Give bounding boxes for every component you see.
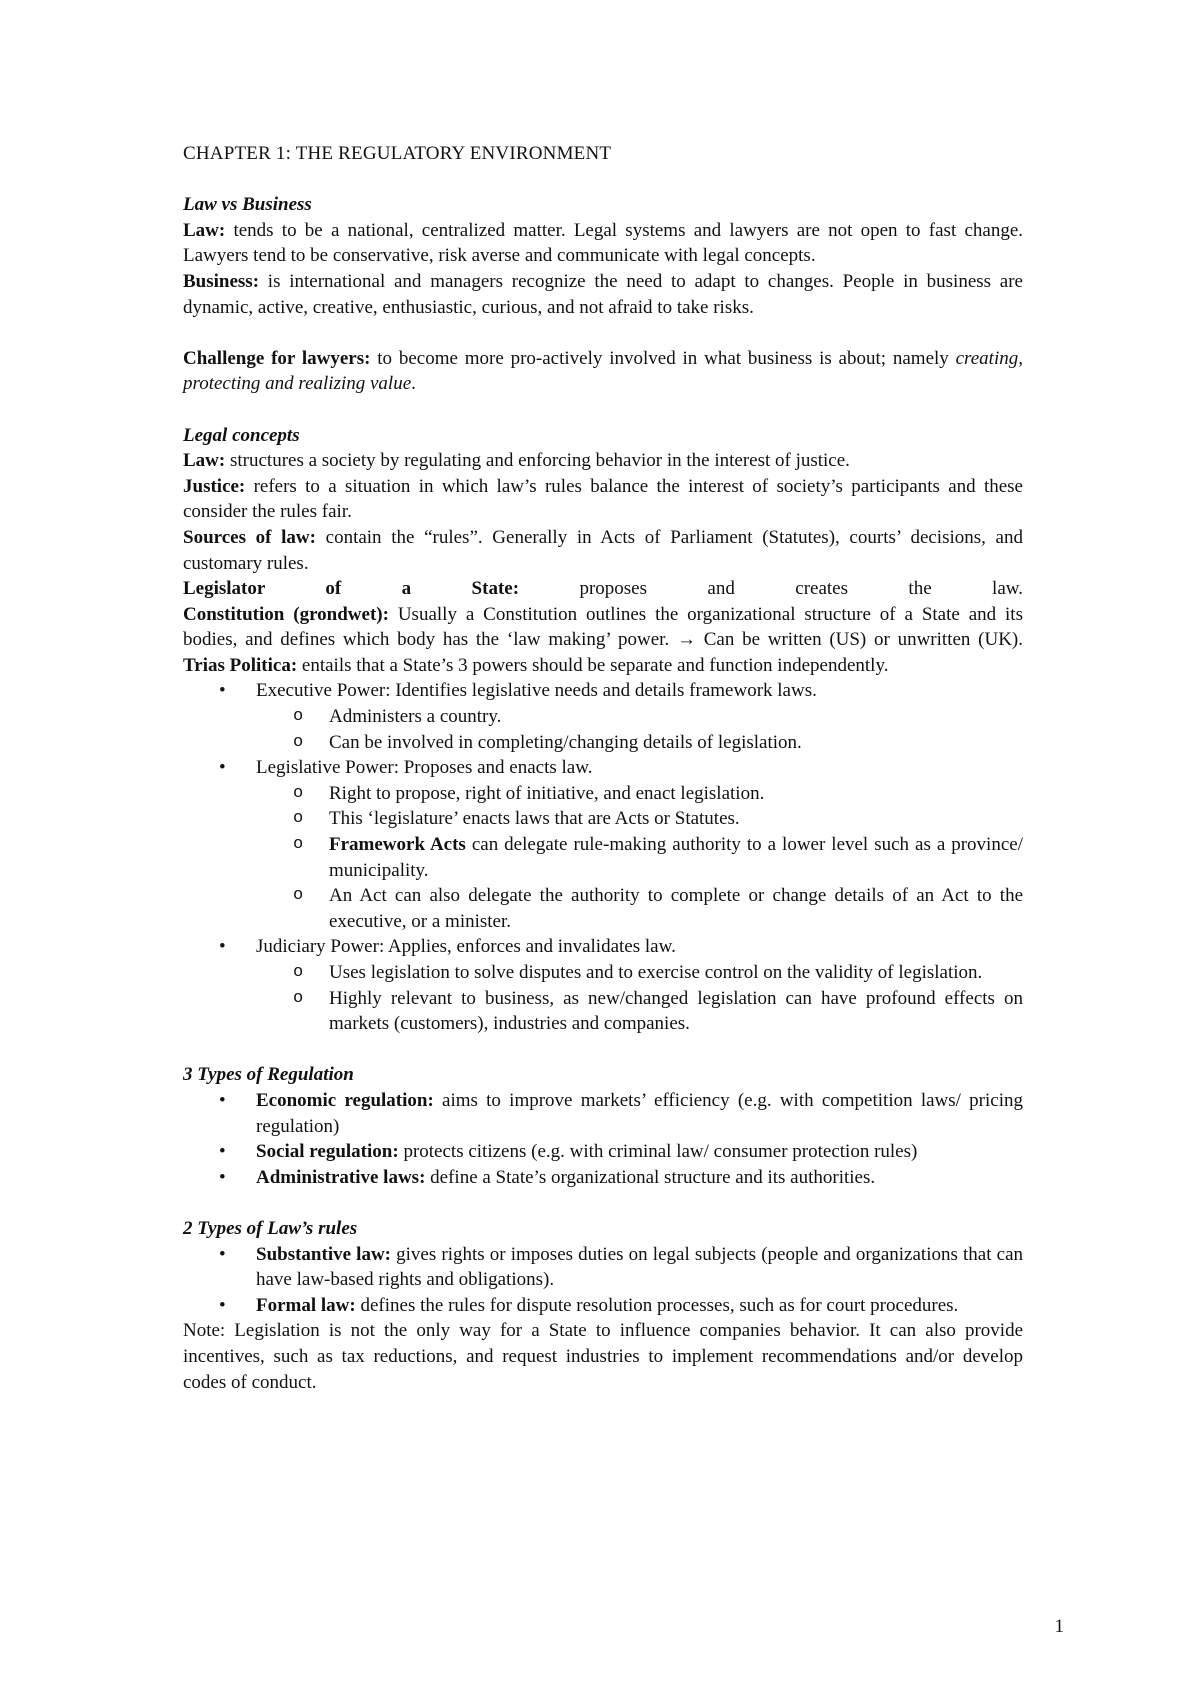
bullet-icon: • — [219, 1166, 226, 1188]
term-framework-acts: Framework Acts — [329, 834, 466, 856]
arrow-icon: → — [676, 629, 696, 651]
list-item-legislative: • Legislative Power: Proposes and enacts law. o Right to propose, right of initiative, and enact legislation. o This ‘legislature’ enacts laws that are Acts or Statutes. o Framework Acts can delegate rule-making authority to a lower level such as a province/ municipality. o An Act can also delegate the authority to complete or change details of an Act to the executive, or a minister. — [183, 755, 1023, 934]
heading-law-vs-business: Law vs Business — [183, 194, 312, 216]
term-challenge: Challenge for lawyers: — [183, 347, 371, 369]
document-page — [183, 141, 1023, 1395]
definition-business: is international and managers recognize the need to adapt to changes. People in business are dynamic, active, creative, enthusiastic, curious, and not afraid to take risks. — [183, 270, 1023, 318]
challenge-text: to become more pro-actively involved in what business is about; namely — [370, 347, 956, 369]
paragraph-legislator: Legislator of a State: proposes and creates the law. — [183, 578, 1023, 600]
bullet-icon: • — [219, 680, 226, 702]
sub-bullet-icon: o — [293, 783, 304, 803]
term-justice: Justice: — [183, 475, 246, 497]
paragraph-justice: Justice: refers to a situation in which law’s rules balance the interest of society’s participants and these consider the rules fair. — [183, 475, 1023, 523]
list-item: o This ‘legislature’ enacts laws that are Acts or Statutes. — [183, 806, 1023, 832]
challenge-italic: creating, protecting and realizing value — [183, 347, 1023, 395]
list-item: • Substantive law: gives rights or imposes duties on legal subjects (people and organizations that can have law-based rights and obligations). — [219, 1243, 1023, 1291]
sub-bullet-icon: o — [293, 732, 304, 752]
paragraph-constitution: Constitution (grondwet): Usually a Constitution outlines the organizational structure of a State and its bodies, and defines which body has the ‘law making’ power. → Can be written (US) or unwritten (UK). — [183, 603, 1023, 651]
bullet-icon: • — [219, 1089, 226, 1111]
paragraph-law — [183, 218, 1023, 269]
heading-types-of-law-rules: 2 Types of Law’s rules — [183, 1217, 358, 1239]
powers-list — [183, 678, 1023, 1036]
definition-law: tends to be a national, centralized matter. Legal systems and lawyers are not open to fast change. Lawyers tend to be conservative, risk averse and communicate with legal concepts. — [183, 219, 1023, 267]
paragraph-law-definition: Law: structures a society by regulating and enforcing behavior in the interest of justice. — [183, 450, 850, 472]
term-legislator: Legislator of a State: — [183, 578, 520, 600]
sub-bullet-icon: o — [293, 809, 304, 829]
bullet-icon: • — [219, 936, 226, 958]
sub-bullet-icon: o — [293, 835, 304, 855]
sub-bullet-icon: o — [293, 886, 304, 906]
term-trias-politica: Trias Politica: — [183, 654, 298, 676]
sub-bullet-icon: o — [293, 963, 304, 982]
list-item: o Right to propose, right of initiative, and enact legislation. — [183, 781, 1023, 807]
bullet-icon: • — [219, 1294, 226, 1316]
list-item: • Administrative laws: define a State’s organizational structure and its authorities. — [183, 1165, 1023, 1191]
list-item: • Economic regulation: aims to improve markets’ efficiency (e.g. with competition laws/ pricing regulation) — [219, 1089, 1023, 1137]
page-title: CHAPTER 1: THE REGULATORY ENVIRONMENT — [183, 143, 612, 164]
regulation-list — [183, 1088, 1023, 1190]
law-rules-list — [183, 1242, 1023, 1319]
list-item: o Framework Acts can delegate rule-making authority to a lower level such as a province/ municipality. — [293, 834, 1023, 881]
term-constitution: Constitution (grondwet): — [183, 603, 389, 625]
paragraph-business — [183, 269, 1023, 320]
term-sources: Sources of law: — [183, 526, 316, 548]
paragraph-sources: Sources of law: contain the “rules”. Generally in Acts of Parliament (Statutes), courts’ decisions, and customary rules. — [183, 526, 1023, 574]
list-item: o Can be involved in completing/changing details of legislation. — [183, 730, 1023, 756]
list-item: o Administers a country. — [183, 704, 1023, 730]
bullet-icon: • — [219, 1243, 226, 1265]
list-item: o An Act can also delegate the authority to complete or change details of an Act to the executive, or a minister. — [293, 885, 1023, 932]
term-business: Business: — [183, 270, 260, 292]
list-item-executive: • Executive Power: Identifies legislative needs and details framework laws. o Administers a country. o Can be involved in completing/changing details of legislation. — [183, 678, 1023, 755]
page-number: 1 — [1054, 1616, 1064, 1637]
list-item: o Uses legislation to solve disputes and to exercise control on the validity of legislation. — [183, 960, 1023, 986]
list-item: • Formal law: defines the rules for dispute resolution processes, such as for court procedures. — [183, 1293, 1023, 1319]
list-item: o Highly relevant to business, as new/changed legislation can have profound effects on markets (customers), industries and companies. — [293, 987, 1023, 1035]
term-law-2: Law: — [183, 450, 226, 472]
sub-bullet-icon: o — [293, 707, 304, 727]
heading-legal-concepts: Legal concepts — [183, 424, 300, 446]
heading-types-of-regulation: 3 Types of Regulation — [183, 1064, 354, 1086]
judiciary-sublist — [256, 960, 1023, 1037]
term-law: Law: — [183, 219, 226, 241]
list-item-judiciary: • Judiciary Power: Applies, enforces and invalidates law. o Uses legislation to solve disputes and to exercise control on the validity of legislation. o Highly relevant to business, as new/changed legislation can have profound effects on markets (customers), industries and companies. — [183, 934, 1023, 1036]
sub-bullet-icon: o — [293, 988, 304, 1008]
legislative-sublist — [256, 781, 1023, 935]
note-paragraph: Note: Legislation is not the only way for a State to influence companies behavior. It can also provide incentives, such as tax reductions, and request industries to implement recommendations and/or develop codes of conduct. — [183, 1320, 1023, 1393]
list-item: • Social regulation: protects citizens (e.g. with criminal law/ consumer protection rules) — [183, 1139, 1023, 1165]
bullet-icon: • — [219, 1141, 226, 1163]
paragraph-challenge: Challenge for lawyers: to become more pro-actively involved in what business is about; namely creating, protecting and realizing value. — [183, 347, 1023, 395]
executive-sublist — [256, 704, 1023, 755]
bullet-icon: • — [219, 757, 226, 779]
paragraph-trias-politica: Trias Politica: entails that a State’s 3 powers should be separate and function independently. — [183, 654, 889, 676]
